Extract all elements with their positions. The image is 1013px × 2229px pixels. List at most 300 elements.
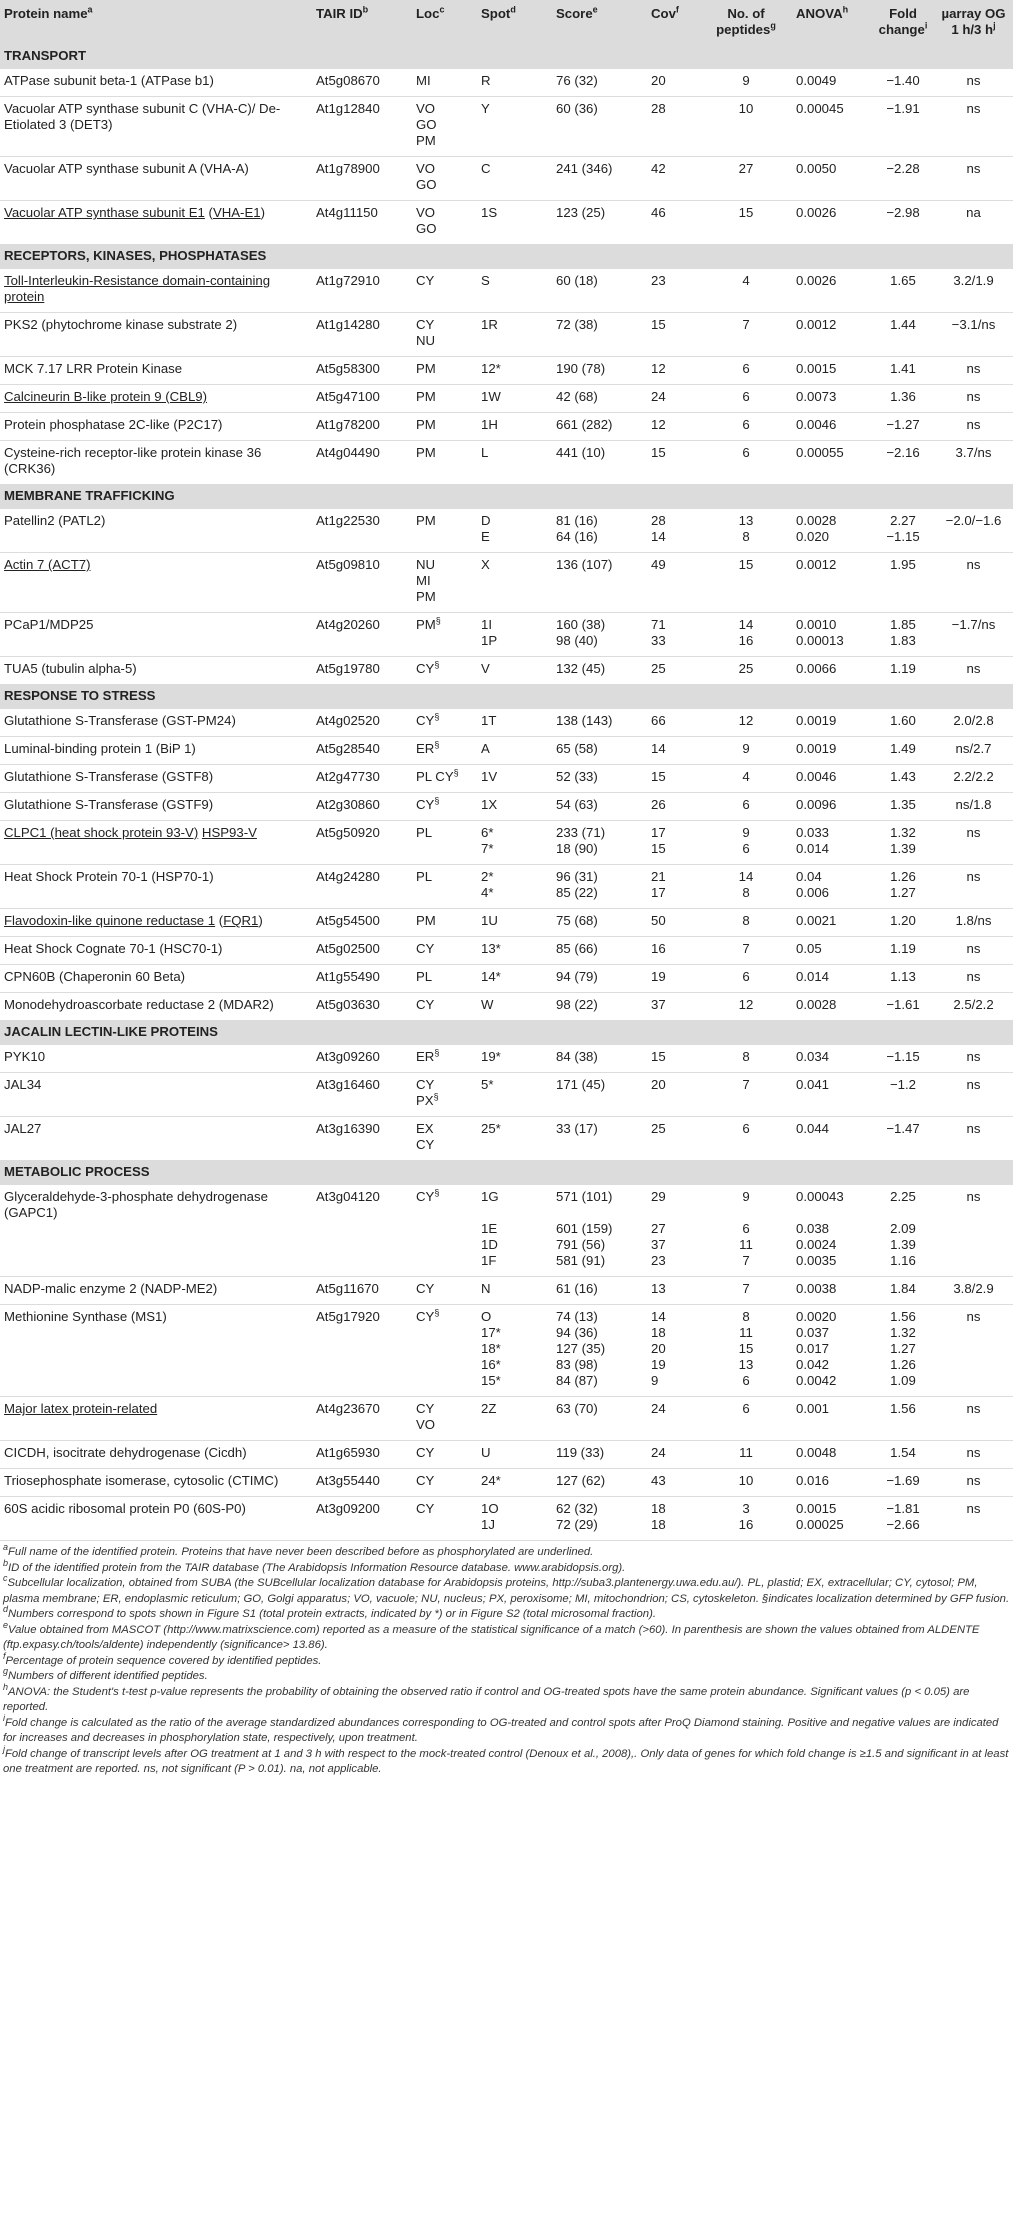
peptides: 11 xyxy=(739,1325,753,1340)
protein-name: PCaP1/MDP25 xyxy=(4,617,94,632)
col-tair-id: TAIR $ID^b$ xyxy=(312,0,412,45)
fold-change: 1.95 xyxy=(890,557,916,572)
microarray-value: ns xyxy=(966,101,981,116)
table-row xyxy=(0,885,1013,909)
fold-change: −1.47 xyxy=(886,1121,920,1136)
footnote-text: Fold change is calculated as the ratio of the average standardized abundances corresponding to OG-treated and control spots after ProQ Diamond staining. Positive and negative values are indicated for increases and decreases in phosphorylation state, respectively, upon treatment. xyxy=(3,1716,999,1744)
score: 60 (18) xyxy=(556,273,598,288)
col-protein-name: Protein name$^a$ xyxy=(0,0,312,45)
anova: 0.014 xyxy=(796,841,830,856)
score: 127 (62) xyxy=(556,1473,606,1488)
tair-id: At4g20260 xyxy=(316,617,380,632)
peptides: 6 xyxy=(742,389,750,404)
fold-change: −1.69 xyxy=(886,1473,920,1488)
protein-name: Actin 7 (ACT7) xyxy=(4,557,91,572)
score: 65 (58) xyxy=(556,741,598,756)
microarray-value: ns/1.8 xyxy=(955,797,992,812)
localization: MI xyxy=(416,73,431,88)
spot: R xyxy=(481,73,491,88)
table-row xyxy=(0,201,1013,245)
localization: CY xyxy=(416,941,435,956)
fold-change: −2.28 xyxy=(886,161,920,176)
table-row xyxy=(0,1325,1013,1341)
anova: 0.006 xyxy=(796,885,830,900)
table-row xyxy=(0,1045,1013,1073)
protein-name: Flavodoxin-like quinone reductase 1 (FQR1) xyxy=(4,913,263,928)
localization: CY xyxy=(416,273,435,288)
coverage: 12 xyxy=(651,417,666,432)
section-header xyxy=(0,45,1013,69)
protein-group xyxy=(0,821,1013,865)
fold-change: 1.26 xyxy=(890,1357,916,1372)
microarray-value: ns xyxy=(966,417,981,432)
coverage: 15 xyxy=(651,317,666,332)
section-jacalin-lectin-like-proteins xyxy=(0,1021,1013,1046)
coverage: 19 xyxy=(651,1357,666,1372)
footnote-text: ID of the identified protein from the TAIR database (The Arabidopsis Information Resource database. www.arabidopsis.org). xyxy=(8,1561,626,1574)
protein-name: NADP-malic enzyme 2 (NADP-ME2) xyxy=(4,1281,218,1296)
tair-id: At1g14280 xyxy=(316,317,380,332)
fold-change: −1.81 xyxy=(886,1501,920,1516)
protein-group xyxy=(0,1277,1013,1305)
table-row xyxy=(0,965,1013,993)
protein-group xyxy=(0,413,1013,441)
anova: 0.0028 xyxy=(796,513,837,528)
protein-group xyxy=(0,657,1013,685)
coverage: 9 xyxy=(651,1373,659,1388)
anova: 0.0024 xyxy=(796,1237,837,1252)
score: 42 (68) xyxy=(556,389,598,404)
peptides: 6 xyxy=(742,1373,750,1388)
localization: EX CY xyxy=(416,1121,435,1152)
anova: 0.020 xyxy=(796,529,830,544)
fold-change: −1.15 xyxy=(886,1049,920,1064)
protein-group xyxy=(0,97,1013,157)
fold-change: 1.27 xyxy=(890,885,916,900)
peptides: 9 xyxy=(742,73,750,88)
fold-change: 2.25 xyxy=(890,1189,916,1204)
spot: 1S xyxy=(481,205,498,220)
score: 119 (33) xyxy=(556,1445,605,1460)
fold-change: 1.60 xyxy=(890,713,916,728)
section-metabolic-process xyxy=(0,1161,1013,1186)
spot: V xyxy=(481,661,490,676)
table-row xyxy=(0,97,1013,157)
col-anova: ANOVA$^h$ xyxy=(792,0,872,45)
tair-id: At3g55440 xyxy=(316,1473,380,1488)
table-row xyxy=(0,1357,1013,1373)
anova: 0.0096 xyxy=(796,797,837,812)
footnote xyxy=(3,1573,1010,1607)
table-row xyxy=(0,357,1013,385)
footnote-marker: j xyxy=(3,1743,5,1754)
footnote xyxy=(3,1604,1010,1623)
microarray-value: ns xyxy=(966,361,981,376)
table-row xyxy=(0,1253,1013,1277)
spot: 1F xyxy=(481,1253,497,1268)
peptides: 16 xyxy=(738,1517,754,1532)
coverage: 15 xyxy=(651,841,666,856)
protein-group xyxy=(0,201,1013,245)
tair-id: At5g54500 xyxy=(316,913,380,928)
fold-change: −1.27 xyxy=(886,417,920,432)
peptides: 10 xyxy=(738,1473,754,1488)
table-row xyxy=(0,1237,1013,1253)
table-row xyxy=(0,1469,1013,1497)
protein-name: CPN60B (Chaperonin 60 Beta) xyxy=(4,969,186,984)
table-row xyxy=(0,709,1013,737)
protein-name: Glyceraldehyde-3-phosphate dehydrogenase (GAPC1) xyxy=(4,1189,268,1220)
footnote xyxy=(3,1619,1010,1654)
coverage: 24 xyxy=(651,389,666,404)
fold-change: 1.84 xyxy=(890,1281,916,1296)
protein-group xyxy=(0,1497,1013,1541)
fold-change: 1.56 xyxy=(890,1401,916,1416)
coverage: 20 xyxy=(651,1077,666,1092)
protein-group xyxy=(0,965,1013,993)
localization: PM xyxy=(416,445,436,460)
coverage: 42 xyxy=(651,161,666,176)
tair-id: At4g11150 xyxy=(316,205,378,220)
score: 94 (79) xyxy=(556,969,598,984)
peptides: 4 xyxy=(742,273,750,288)
peptides: 6 xyxy=(742,797,750,812)
fold-change: 1.20 xyxy=(890,913,916,928)
protein-group xyxy=(0,1469,1013,1497)
coverage: 13 xyxy=(651,1281,666,1296)
score: 96 (31) xyxy=(556,869,598,884)
protein-group xyxy=(0,865,1013,909)
protein-group xyxy=(0,357,1013,385)
table-row xyxy=(0,1221,1013,1237)
score: 63 (70) xyxy=(556,1401,598,1416)
protein-name: Vacuolar ATP synthase subunit C (VHA-C)/ De-Etiolated 3 (DET3) xyxy=(4,101,281,132)
microarray-value: 1.8/ns xyxy=(955,913,992,928)
localization: VO GO xyxy=(416,205,437,236)
fold-change: −1.15 xyxy=(886,529,920,544)
anova: 0.05 xyxy=(796,941,822,956)
score: 123 (25) xyxy=(556,205,606,220)
coverage: 14 xyxy=(651,1309,666,1324)
coverage: 23 xyxy=(651,1253,666,1268)
tair-id: At5g58300 xyxy=(316,361,380,376)
protein-name: MCK 7.17 LRR Protein Kinase xyxy=(4,361,183,376)
table-row xyxy=(0,1441,1013,1469)
microarray-value: 2.2/2.2 xyxy=(953,769,994,784)
tair-id: At1g72910 xyxy=(316,273,380,288)
table-row xyxy=(0,1517,1013,1541)
spot: 7* xyxy=(481,841,494,856)
footnote xyxy=(3,1712,1010,1747)
peptides: 12 xyxy=(738,997,754,1012)
localization: PM xyxy=(416,913,436,928)
peptides: 9 xyxy=(742,1189,750,1204)
anova: 0.0019 xyxy=(796,713,837,728)
coverage: 17 xyxy=(651,885,666,900)
localization: PL CY§ xyxy=(416,767,459,784)
score: 62 (32) xyxy=(556,1501,598,1516)
section-membrane-trafficking xyxy=(0,485,1013,510)
peptides: 11 xyxy=(739,1237,753,1252)
col-fold-change: Fold change$^i$ xyxy=(872,0,934,45)
table-row xyxy=(0,909,1013,937)
tair-id: At2g30860 xyxy=(316,797,380,812)
spot: 1T xyxy=(481,713,497,728)
protein-name: Methionine Synthase (MS1) xyxy=(4,1309,167,1324)
anova: 0.0066 xyxy=(796,661,837,676)
tair-id: At5g09810 xyxy=(316,557,380,572)
anova: 0.04 xyxy=(796,869,822,884)
anova: 0.038 xyxy=(796,1221,830,1236)
section-header xyxy=(0,1021,1013,1046)
protein-group xyxy=(0,1305,1013,1397)
tair-id: At5g50920 xyxy=(316,825,380,840)
table-row xyxy=(0,841,1013,865)
section-title: JACALIN LECTIN-LIKE PROTEINS xyxy=(0,1021,1013,1046)
table-row xyxy=(0,633,1013,657)
peptides: 11 xyxy=(739,1445,753,1460)
table-row xyxy=(0,821,1013,842)
spot: 1H xyxy=(481,417,498,432)
coverage: 18 xyxy=(651,1325,666,1340)
protein-group xyxy=(0,1073,1013,1117)
score: 241 (346) xyxy=(556,161,613,176)
peptides: 6 xyxy=(742,445,750,460)
microarray-value: ns xyxy=(966,969,981,984)
coverage: 29 xyxy=(651,1189,666,1204)
tair-id: At4g02520 xyxy=(316,713,380,728)
tair-id: At1g65930 xyxy=(316,1445,380,1460)
anova: 0.017 xyxy=(796,1341,830,1356)
protein-group xyxy=(0,1117,1013,1161)
score: 52 (33) xyxy=(556,769,598,784)
score: 791 (56) xyxy=(556,1237,606,1252)
localization: CY xyxy=(416,1501,435,1516)
coverage: 25 xyxy=(651,661,666,676)
footnote xyxy=(3,1666,1010,1685)
peptides: 13 xyxy=(738,1357,754,1372)
anova: 0.0019 xyxy=(796,741,837,756)
score: 72 (38) xyxy=(556,317,598,332)
tair-id: At5g17920 xyxy=(316,1309,380,1324)
microarray-value: −2.0/−1.6 xyxy=(945,513,1002,528)
peptides: 7 xyxy=(742,1077,750,1092)
peptides: 15 xyxy=(738,1341,754,1356)
microarray-value: ns xyxy=(966,1189,981,1204)
coverage: 23 xyxy=(651,273,666,288)
peptides: 6 xyxy=(742,969,750,984)
protein-name: TUA5 (tubulin alpha-5) xyxy=(4,661,137,676)
fold-change: 1.19 xyxy=(890,661,916,676)
protein-name: JAL27 xyxy=(4,1121,42,1136)
anova: 0.044 xyxy=(796,1121,830,1136)
tair-id: At5g47100 xyxy=(316,389,380,404)
section-title: MEMBRANE TRAFFICKING xyxy=(0,485,1013,510)
fold-change: 1.16 xyxy=(890,1253,916,1268)
footnote-marker: g xyxy=(3,1666,9,1677)
peptides: 15 xyxy=(738,205,754,220)
footnote xyxy=(3,1743,1010,1778)
table-row xyxy=(0,1373,1013,1397)
fold-change: 2.09 xyxy=(890,1221,916,1236)
score: 601 (159) xyxy=(556,1221,613,1236)
microarray-value: ns xyxy=(966,1501,981,1516)
section-receptors-kinases-phosphatases xyxy=(0,245,1013,270)
score: 75 (68) xyxy=(556,913,598,928)
microarray-value: ns xyxy=(966,1401,981,1416)
protein-group xyxy=(0,1441,1013,1469)
header-row xyxy=(0,0,1013,45)
peptides: 15 xyxy=(738,557,754,572)
table-row xyxy=(0,937,1013,965)
tair-id: At1g78200 xyxy=(316,417,380,432)
protein-name: Glutathione S-Transferase (GST-PM24) xyxy=(4,713,236,728)
anova: 0.033 xyxy=(796,825,830,840)
coverage: 12 xyxy=(651,361,666,376)
protein-group xyxy=(0,1397,1013,1441)
table-row xyxy=(0,1185,1013,1221)
coverage: 21 xyxy=(651,869,666,884)
anova: 0.0073 xyxy=(796,389,837,404)
coverage: 18 xyxy=(651,1517,666,1532)
score: 190 (78) xyxy=(556,361,606,376)
table-row xyxy=(0,793,1013,821)
microarray-value: ns xyxy=(966,73,981,88)
fold-change: 1.44 xyxy=(890,317,916,332)
microarray-value: ns xyxy=(966,1473,981,1488)
localization: CY§ xyxy=(416,795,440,812)
spot: 1U xyxy=(481,913,498,928)
peptides: 8 xyxy=(742,913,750,928)
coverage: 43 xyxy=(651,1473,666,1488)
score: 74 (13) xyxy=(556,1309,598,1324)
anova: 0.0026 xyxy=(796,273,837,288)
spot: 1G xyxy=(481,1189,499,1204)
peptides: 6 xyxy=(742,417,750,432)
microarray-value: −3.1/ns xyxy=(951,317,996,332)
anova: 0.0050 xyxy=(796,161,837,176)
section-response-to-stress xyxy=(0,685,1013,710)
footnote-marker: i xyxy=(3,1712,5,1723)
spot: 25* xyxy=(481,1121,501,1136)
protein-group xyxy=(0,937,1013,965)
table-row xyxy=(0,509,1013,529)
anova: 0.042 xyxy=(796,1357,830,1372)
localization: CY xyxy=(416,1281,435,1296)
score: 84 (87) xyxy=(556,1373,598,1388)
spot: 2Z xyxy=(481,1401,497,1416)
fold-change: −1.61 xyxy=(886,997,920,1012)
localization: VO GO PM xyxy=(416,101,437,148)
tair-id: At5g03630 xyxy=(316,997,380,1012)
footnote-marker: d xyxy=(3,1604,9,1615)
peptides: 9 xyxy=(742,741,750,756)
microarray-value: ns xyxy=(966,1309,981,1324)
fold-change: 1.19 xyxy=(890,941,916,956)
col-microarray: µarray OG 1 h/3 $h^j$ xyxy=(934,0,1013,45)
anova: 0.034 xyxy=(796,1049,830,1064)
protein-group xyxy=(0,1045,1013,1073)
localization: CY xyxy=(416,1445,435,1460)
coverage: 14 xyxy=(651,529,666,544)
col-cov: Cov$^f$ xyxy=(647,0,700,45)
col-spot: Spot$^d$ xyxy=(477,0,552,45)
coverage: 33 xyxy=(651,633,666,648)
col-score: Score$^e$ xyxy=(552,0,647,45)
anova: 0.0015 xyxy=(796,1501,837,1516)
protein-group xyxy=(0,69,1013,97)
localization: CY PX§ xyxy=(416,1077,439,1108)
peptides: 6 xyxy=(742,361,750,376)
anova: 0.0012 xyxy=(796,317,837,332)
score: 94 (36) xyxy=(556,1325,598,1340)
tair-id: At2g47730 xyxy=(316,769,380,784)
microarray-value: ns xyxy=(966,869,981,884)
anova: 0.0035 xyxy=(796,1253,837,1268)
protein-group xyxy=(0,313,1013,357)
fold-change: 1.32 xyxy=(890,1325,916,1340)
table-row xyxy=(0,1305,1013,1326)
tair-id: At1g22530 xyxy=(316,513,380,528)
protein-name: Vacuolar ATP synthase subunit A (VHA-A) xyxy=(4,161,249,176)
fold-change: 1.09 xyxy=(890,1373,916,1388)
microarray-value: ns xyxy=(966,941,981,956)
spot: 24* xyxy=(481,1473,501,1488)
tair-id: At1g55490 xyxy=(316,969,380,984)
peptides: 27 xyxy=(738,161,754,176)
tair-id: At4g04490 xyxy=(316,445,380,460)
anova: 0.00055 xyxy=(796,445,844,460)
spot: 1J xyxy=(481,1517,495,1532)
score: 127 (35) xyxy=(556,1341,606,1356)
tair-id: At3g16460 xyxy=(316,1077,380,1092)
protein-name: Cysteine-rich receptor-like protein kinase 36 (CRK36) xyxy=(4,445,262,476)
microarray-value: 2.0/2.8 xyxy=(953,713,994,728)
tair-id: At5g02500 xyxy=(316,941,380,956)
tair-id: At3g04120 xyxy=(316,1189,380,1204)
section-header xyxy=(0,1161,1013,1186)
score: 76 (32) xyxy=(556,73,598,88)
spot: 4* xyxy=(481,885,494,900)
section-header xyxy=(0,485,1013,510)
microarray-value: ns xyxy=(966,1049,981,1064)
footnote xyxy=(3,1650,1010,1670)
score: 84 (38) xyxy=(556,1049,598,1064)
tair-id: At1g12840 xyxy=(316,101,380,116)
table-row xyxy=(0,413,1013,441)
spot: S xyxy=(481,273,490,288)
score: 441 (10) xyxy=(556,445,606,460)
microarray-value: ns xyxy=(966,161,981,176)
table-row xyxy=(0,865,1013,886)
coverage: 28 xyxy=(651,101,666,116)
protein-name: Vacuolar ATP synthase subunit E1 (VHA-E1) xyxy=(4,205,265,220)
spot: 1O xyxy=(481,1501,499,1516)
peptides: 10 xyxy=(738,101,754,116)
score: 233 (71) xyxy=(556,825,606,840)
fold-change: −2.98 xyxy=(886,205,920,220)
anova: 0.014 xyxy=(796,969,830,984)
spot: 1X xyxy=(481,797,498,812)
protein-name: PKS2 (phytochrome kinase substrate 2) xyxy=(4,317,238,332)
coverage: 17 xyxy=(651,825,666,840)
score: 81 (16) xyxy=(556,513,598,528)
anova: 0.0038 xyxy=(796,1281,837,1296)
fold-change: 1.65 xyxy=(890,273,916,288)
protein-group xyxy=(0,993,1013,1021)
peptides: 8 xyxy=(742,1309,750,1324)
anova: 0.00043 xyxy=(796,1189,844,1204)
